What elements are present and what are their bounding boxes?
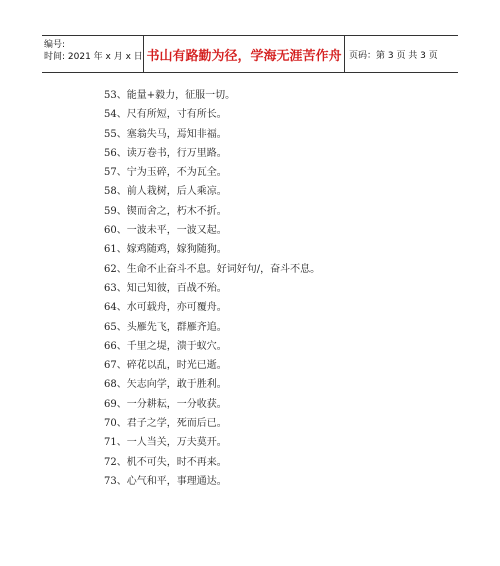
- list-item: 60、一波未平，一波又起。: [104, 225, 227, 237]
- list-item: 59、锲而舍之，朽木不折。: [104, 205, 227, 217]
- list-item: 58、前人栽树，后人乘凉。: [104, 186, 227, 198]
- page-header: [42, 35, 458, 73]
- page-number-info: 页码：第 3 页 共 3 页: [349, 50, 438, 61]
- list-item: 57、宁为玉碎，不为瓦全。: [104, 167, 227, 179]
- list-item: 66、千里之堤，溃于蚁穴。: [104, 340, 227, 352]
- doc-number-label: 编号:: [44, 40, 66, 50]
- list-item: 64、水可载舟，亦可覆舟。: [104, 302, 227, 314]
- list-item: 69、一分耕耘，一分收获。: [104, 398, 227, 410]
- list-item: 65、头雁先飞，群雁齐追。: [104, 321, 227, 333]
- date-label: 时间: 2021 年 x 月 x 日: [44, 52, 143, 62]
- list-item: 67、碎花以乱，时光已逝。: [104, 360, 227, 372]
- list-item: 68、矢志向学，敢于胜利。: [104, 379, 227, 391]
- list-item: 54、尺有所短，寸有所长。: [104, 109, 227, 121]
- list-item: 72、机不可失，时不再来。: [104, 456, 227, 468]
- list-item: 70、君子之学，死而后已。: [104, 418, 227, 430]
- idiom-list: [104, 86, 320, 491]
- list-item: 55、塞翁失马，焉知非福。: [104, 128, 227, 140]
- list-item: 56、读万卷书，行万里路。: [104, 147, 227, 159]
- list-item: 71、一人当关，万夫莫开。: [104, 437, 227, 449]
- header-meta: [42, 36, 144, 72]
- header-title: 书山有路勤为径，学海无涯苦作舟: [144, 36, 345, 72]
- list-item: 61、嫁鸡随鸡，嫁狗随狗。: [104, 244, 227, 256]
- list-item: 62、生命不止奋斗不息。好词好句/，奋斗不息。: [104, 263, 321, 275]
- list-item: 53、能量+毅力，征服一切。: [104, 90, 236, 101]
- list-item: 63、知己知彼，百战不殆。: [104, 282, 227, 294]
- list-item: 73、心气和平，事理通达。: [104, 475, 227, 487]
